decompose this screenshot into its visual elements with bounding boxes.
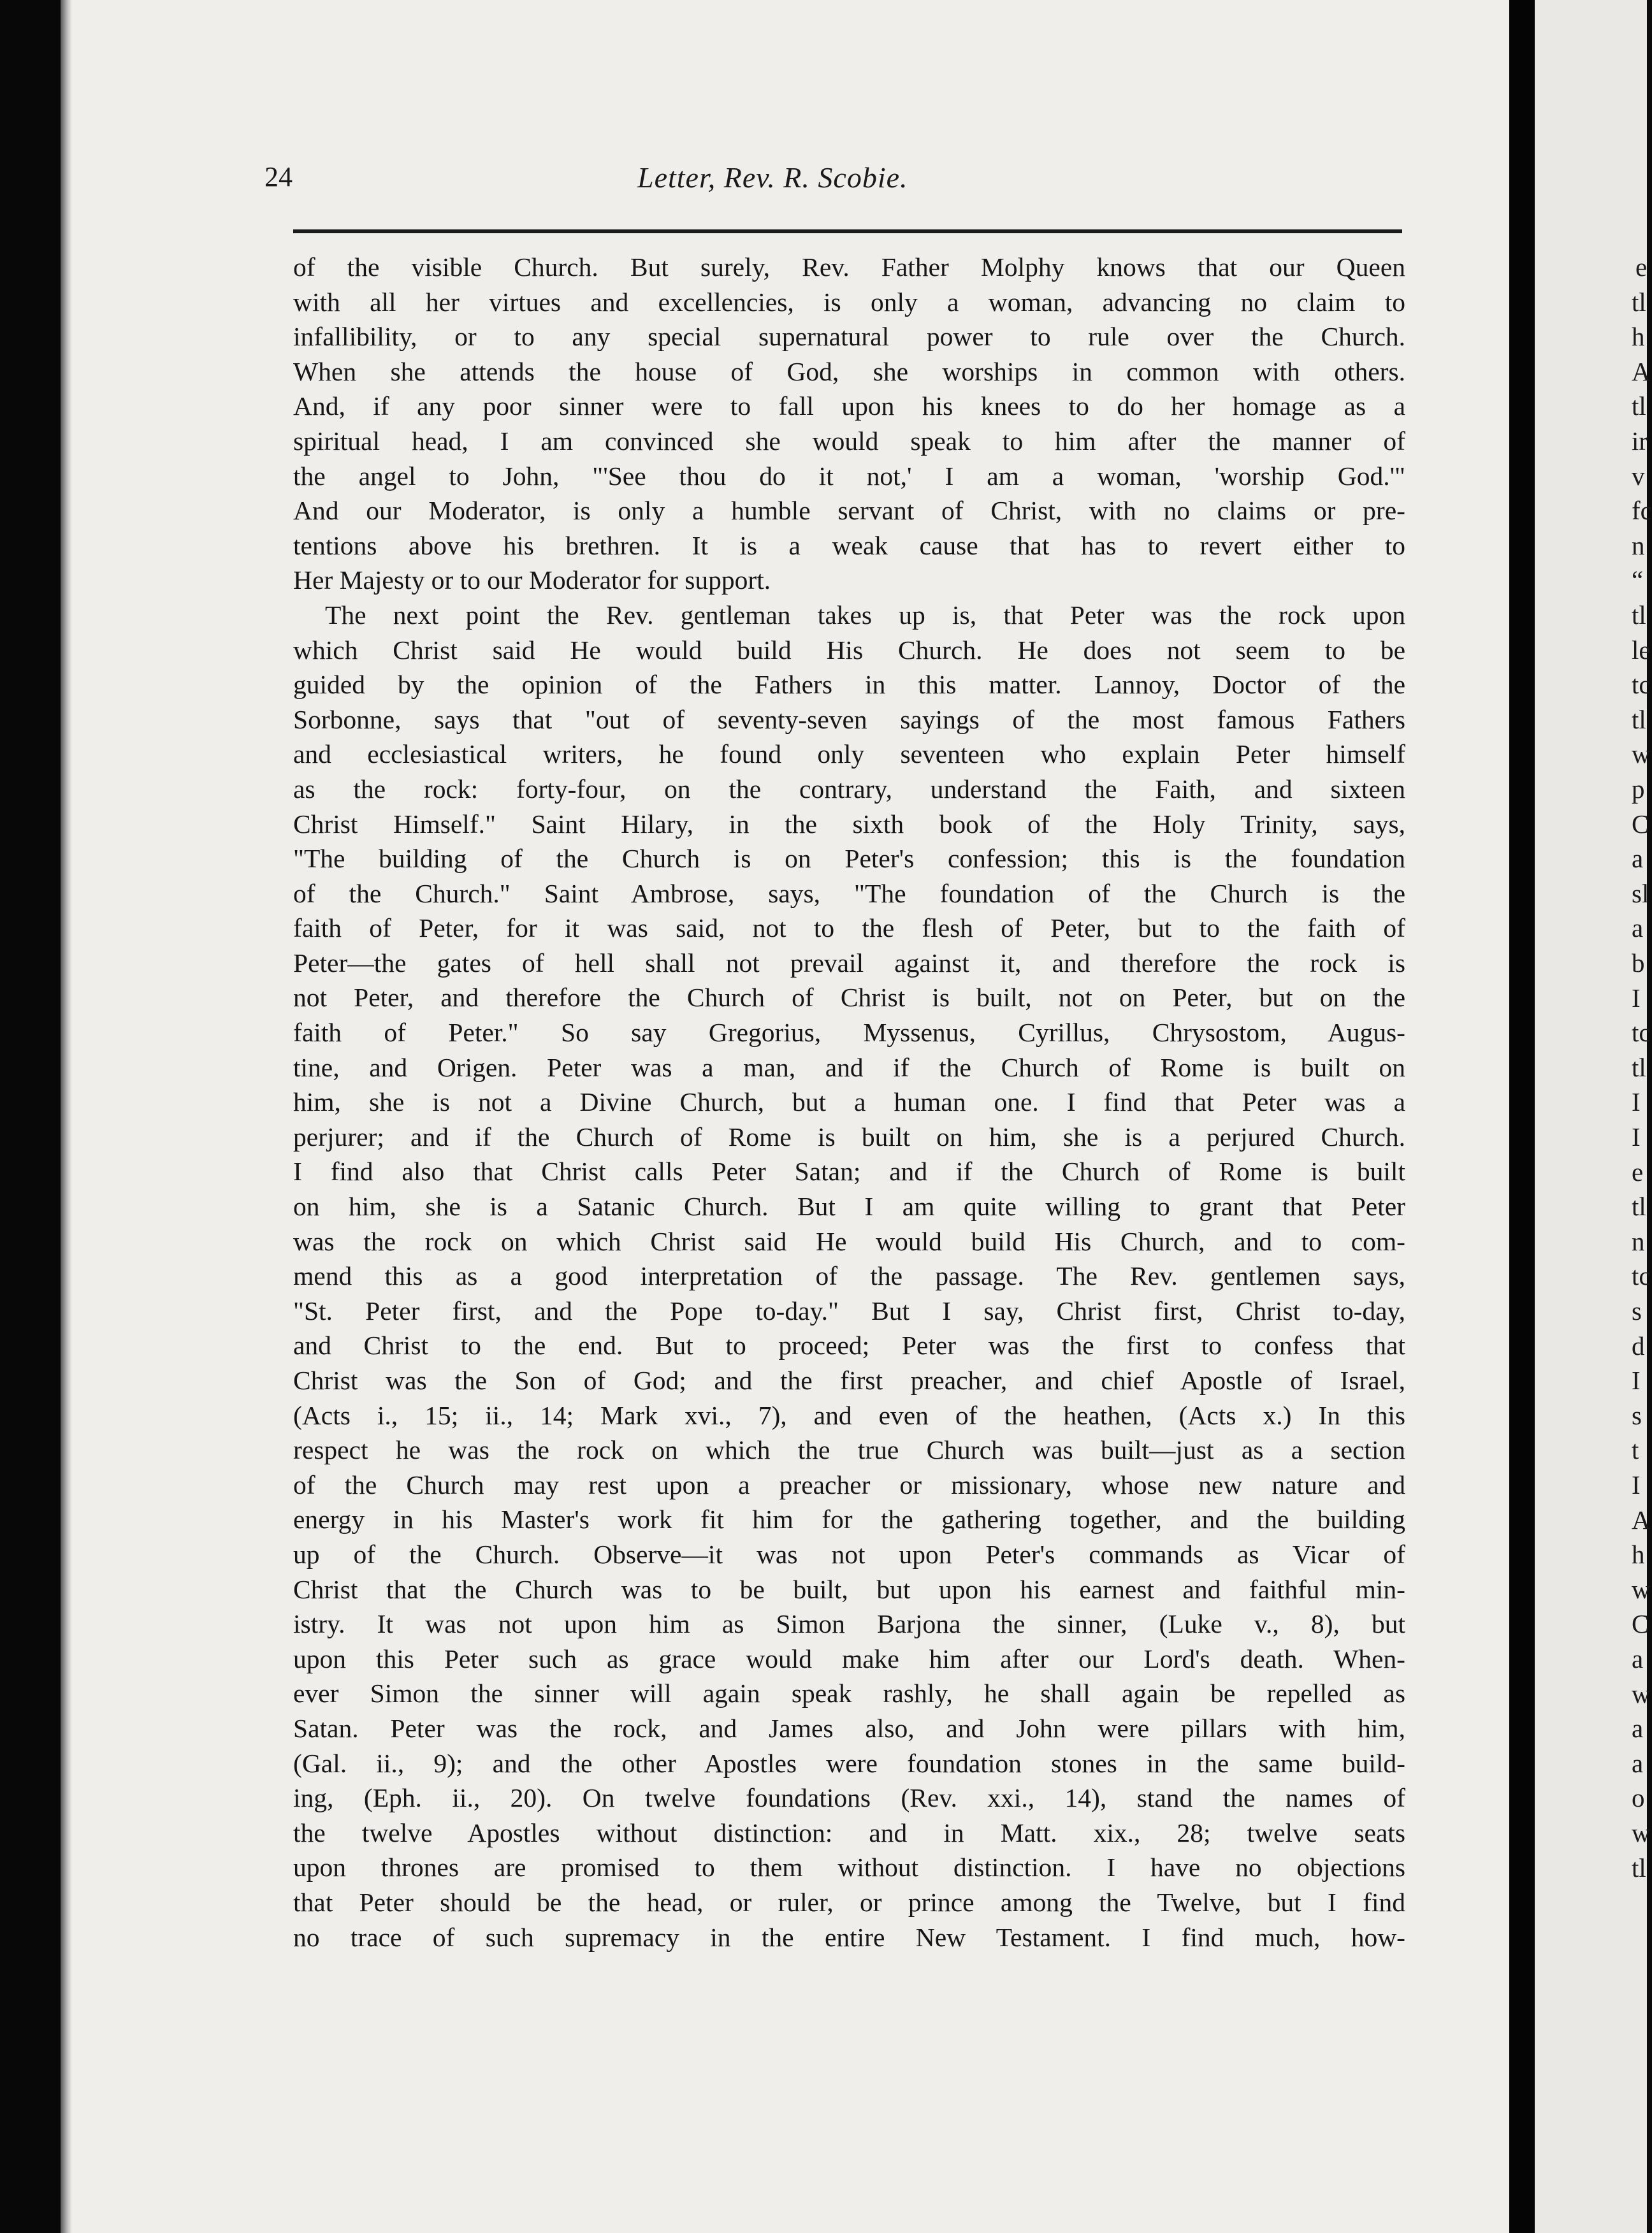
- text-line: him, she is not a Divine Church, but a human one. I find that Peter was a: [293, 1087, 1405, 1117]
- text-line: "The building of the Church is on Peter's confession; this is the foundation: [293, 844, 1405, 874]
- text-line: perjurer; and if the Church of Rome is built on him, she is a perjured Church.: [293, 1122, 1405, 1152]
- facing-page-fragment: d: [1632, 1331, 1645, 1361]
- text-line: istry. It was not upon him as Simon Barjona the sinner, (Luke v., 8), but: [293, 1609, 1405, 1639]
- body-text: [293, 250, 1405, 1955]
- facing-page-fragment: ir: [1632, 426, 1648, 456]
- text-line: with all her virtues and excellencies, is only a woman, advancing no claim to: [293, 287, 1405, 317]
- text-line: which Christ said He would build His Church. He does not seem to be: [293, 635, 1405, 665]
- text-line: faith of Peter." So say Gregorius, Myssenus, Cyrillus, Chrysostom, Augus-: [293, 1018, 1405, 1048]
- text-line: up of the Church. Observe—it was not upon Peter's commands as Vicar of: [293, 1539, 1405, 1569]
- text-line: ing, (Eph. ii., 20). On twelve foundations (Rev. xxi., 14), stand the names of: [293, 1783, 1405, 1813]
- facing-page-fragment: w: [1632, 1818, 1651, 1847]
- text-line: spiritual head, I am convinced she would speak to him after the manner of: [293, 426, 1405, 456]
- text-line: Christ Himself." Saint Hilary, in the sixth book of the Holy Trinity, says,: [293, 809, 1405, 839]
- text-line: of the visible Church. But surely, Rev. Father Molphy knows that our Queen: [293, 252, 1405, 282]
- text-line: mend this as a good interpretation of the passage. The Rev. gentlemen says,: [293, 1261, 1405, 1291]
- text-line: Sorbonne, says that "out of seventy-seven sayings of the most famous Fathers: [293, 704, 1405, 734]
- text-line: (Acts i., 15; ii., 14; Mark xvi., 7), and even of the heathen, (Acts x.) In this: [293, 1400, 1405, 1430]
- facing-page-fragment: “: [1632, 565, 1644, 595]
- text-line: upon thrones are promised to them without distinction. I have no objections: [293, 1853, 1405, 1883]
- facing-page-fragment: le: [1632, 635, 1651, 665]
- facing-page-fragment: tl: [1632, 391, 1646, 421]
- text-line: not Peter, and therefore the Church of Christ is built, not on Peter, but on the: [293, 983, 1405, 1013]
- facing-page-fragment: b: [1632, 948, 1645, 978]
- text-line: Satan. Peter was the rock, and James also, and John were pillars with him,: [293, 1713, 1405, 1743]
- page-gutter: [1509, 0, 1535, 2233]
- text-line: When she attends the house of God, she worships in common with others.: [293, 356, 1405, 386]
- running-head: [255, 161, 1409, 212]
- text-line: And, if any poor sinner were to fall upon his knees to do her homage as a: [293, 391, 1405, 421]
- facing-page-fragment: n: [1632, 530, 1645, 560]
- facing-page-fragment: s: [1632, 1296, 1642, 1326]
- facing-page-fragment: I: [1632, 1087, 1641, 1117]
- text-line: on him, she is a Satanic Church. But I am quite willing to grant that Peter: [293, 1192, 1405, 1222]
- facing-page-fragment: tl: [1632, 704, 1646, 734]
- text-line: no trace of such supremacy in the entire New Testament. I find much, how-: [293, 1922, 1405, 1952]
- text-line: guided by the opinion of the Fathers in this matter. Lannoy, Doctor of the: [293, 670, 1405, 700]
- text-line: The next point the Rev. gentleman takes up is, that Peter was the rock upon: [325, 600, 1405, 630]
- facing-page-fragment: a: [1632, 1644, 1644, 1673]
- text-line: of the Church may rest upon a preacher or missionary, whose new nature and: [293, 1470, 1405, 1500]
- text-line: faith of Peter, for it was said, not to the flesh of Peter, but to the faith of: [293, 913, 1405, 943]
- facing-page-fragment: tc: [1632, 670, 1651, 700]
- facing-page-fragment: h: [1632, 322, 1645, 352]
- facing-page-fragment: fc: [1632, 496, 1652, 526]
- text-line: Peter—the gates of hell shall not prevail against it, and therefore the rock is: [293, 948, 1405, 978]
- facing-page-fragment: w: [1632, 739, 1651, 769]
- facing-page-fragment: sl: [1632, 878, 1649, 908]
- text-line: energy in his Master's work fit him for the gathering together, and the building: [293, 1505, 1405, 1535]
- text-line: that Peter should be the head, or ruler, or prince among the Twelve, but I find: [293, 1887, 1405, 1917]
- facing-page-fragment: v: [1632, 461, 1645, 491]
- facing-page-fragment: tl: [1632, 1052, 1646, 1082]
- facing-page-fragment: a: [1632, 1714, 1644, 1744]
- facing-page-fragment: A: [1632, 1505, 1651, 1535]
- text-line: the twelve Apostles without distinction: and in Matt. xix., 28; twelve seats: [293, 1817, 1405, 1847]
- text-line: as the rock: forty-four, on the contrary, understand the Faith, and sixteen: [293, 774, 1405, 804]
- header-rule: [293, 229, 1402, 233]
- facing-page-fragment: I: [1632, 983, 1641, 1013]
- facing-page-fragment: o: [1632, 1783, 1645, 1813]
- facing-page-fragment: C: [1632, 809, 1649, 839]
- text-line: Christ was the Son of God; and the first preacher, and chief Apostle of Israel,: [293, 1366, 1405, 1395]
- facing-page-edge: [1535, 0, 1652, 2233]
- text-line: of the Church." Saint Ambrose, says, "The foundation of the Church is the: [293, 878, 1405, 908]
- facing-page-fragment: p: [1632, 774, 1645, 804]
- facing-page-fragment: h: [1632, 1540, 1645, 1570]
- text-line: and ecclesiastical writers, he found only seventeen who explain Peter himself: [293, 739, 1405, 769]
- facing-page-fragment: C: [1632, 1609, 1649, 1639]
- text-line: Christ that the Church was to be built, but upon his earnest and faithful min-: [293, 1574, 1405, 1604]
- text-line: respect he was the rock on which the true Church was built—just as a section: [293, 1435, 1405, 1465]
- facing-page-fragment: tl: [1632, 1192, 1646, 1222]
- facing-page-fragment: I: [1632, 1122, 1641, 1152]
- facing-page-fragment: tl: [1632, 600, 1646, 630]
- facing-page-fragment: tl: [1632, 1853, 1646, 1883]
- facing-page-fragment: n: [1632, 1226, 1645, 1256]
- running-title: Letter, Rev. R. Scobie.: [637, 161, 908, 194]
- text-line: I find also that Christ calls Peter Satan; and if the Church of Rome is built: [293, 1157, 1405, 1187]
- facing-page-fragment: I: [1632, 1470, 1641, 1500]
- text-line: Her Majesty or to our Moderator for support.: [293, 565, 771, 595]
- facing-page-fragment: e: [1632, 1157, 1644, 1187]
- facing-page-fragment: s: [1632, 1400, 1642, 1430]
- text-line: upon this Peter such as grace would make him after our Lord's death. When-: [293, 1644, 1405, 1673]
- facing-page-fragment: w: [1632, 1574, 1651, 1604]
- facing-page-fragment: I: [1632, 1366, 1641, 1396]
- text-line: infallibility, or to any special supernatural power to rule over the Church.: [293, 322, 1405, 352]
- text-line: And our Moderator, is only a humble servant of Christ, with no claims or pre-: [293, 496, 1405, 526]
- page-edge-shadow: [61, 0, 72, 2233]
- facing-page-fragment: tl: [1632, 287, 1646, 317]
- text-line: tine, and Origen. Peter was a man, and if the Church of Rome is built on: [293, 1052, 1405, 1082]
- text-line: (Gal. ii., 9); and the other Apostles were foundation stones in the same build-: [293, 1748, 1405, 1778]
- facing-page-fragment: A: [1632, 356, 1651, 386]
- page-number: 24: [264, 161, 293, 192]
- facing-page-fragment: a: [1632, 913, 1644, 943]
- text-line: "St. Peter first, and the Pope to-day." But I say, Christ first, Christ to-day,: [293, 1296, 1405, 1326]
- text-line: tentions above his brethren. It is a weak cause that has to revert either to: [293, 530, 1405, 560]
- facing-page-fragment: t: [1632, 1435, 1639, 1465]
- facing-page-fragment: tc: [1632, 1261, 1651, 1291]
- facing-page-fragment: e: [1635, 252, 1648, 282]
- text-line: the angel to John, "'See thou do it not,' I am a woman, 'worship God.'": [293, 461, 1405, 491]
- facing-page-fragment: w: [1632, 1679, 1651, 1709]
- scan-border-left: [0, 0, 61, 2233]
- text-line: was the rock on which Christ said He would build His Church, and to com-: [293, 1226, 1405, 1256]
- text-line: ever Simon the sinner will again speak rashly, he shall again be repelled as: [293, 1679, 1405, 1709]
- facing-page-fragment: tc: [1632, 1018, 1651, 1048]
- facing-page-fragment: a: [1632, 844, 1644, 874]
- text-line: and Christ to the end. But to proceed; Peter was the first to confess that: [293, 1331, 1405, 1361]
- facing-page-fragment: a: [1632, 1748, 1644, 1778]
